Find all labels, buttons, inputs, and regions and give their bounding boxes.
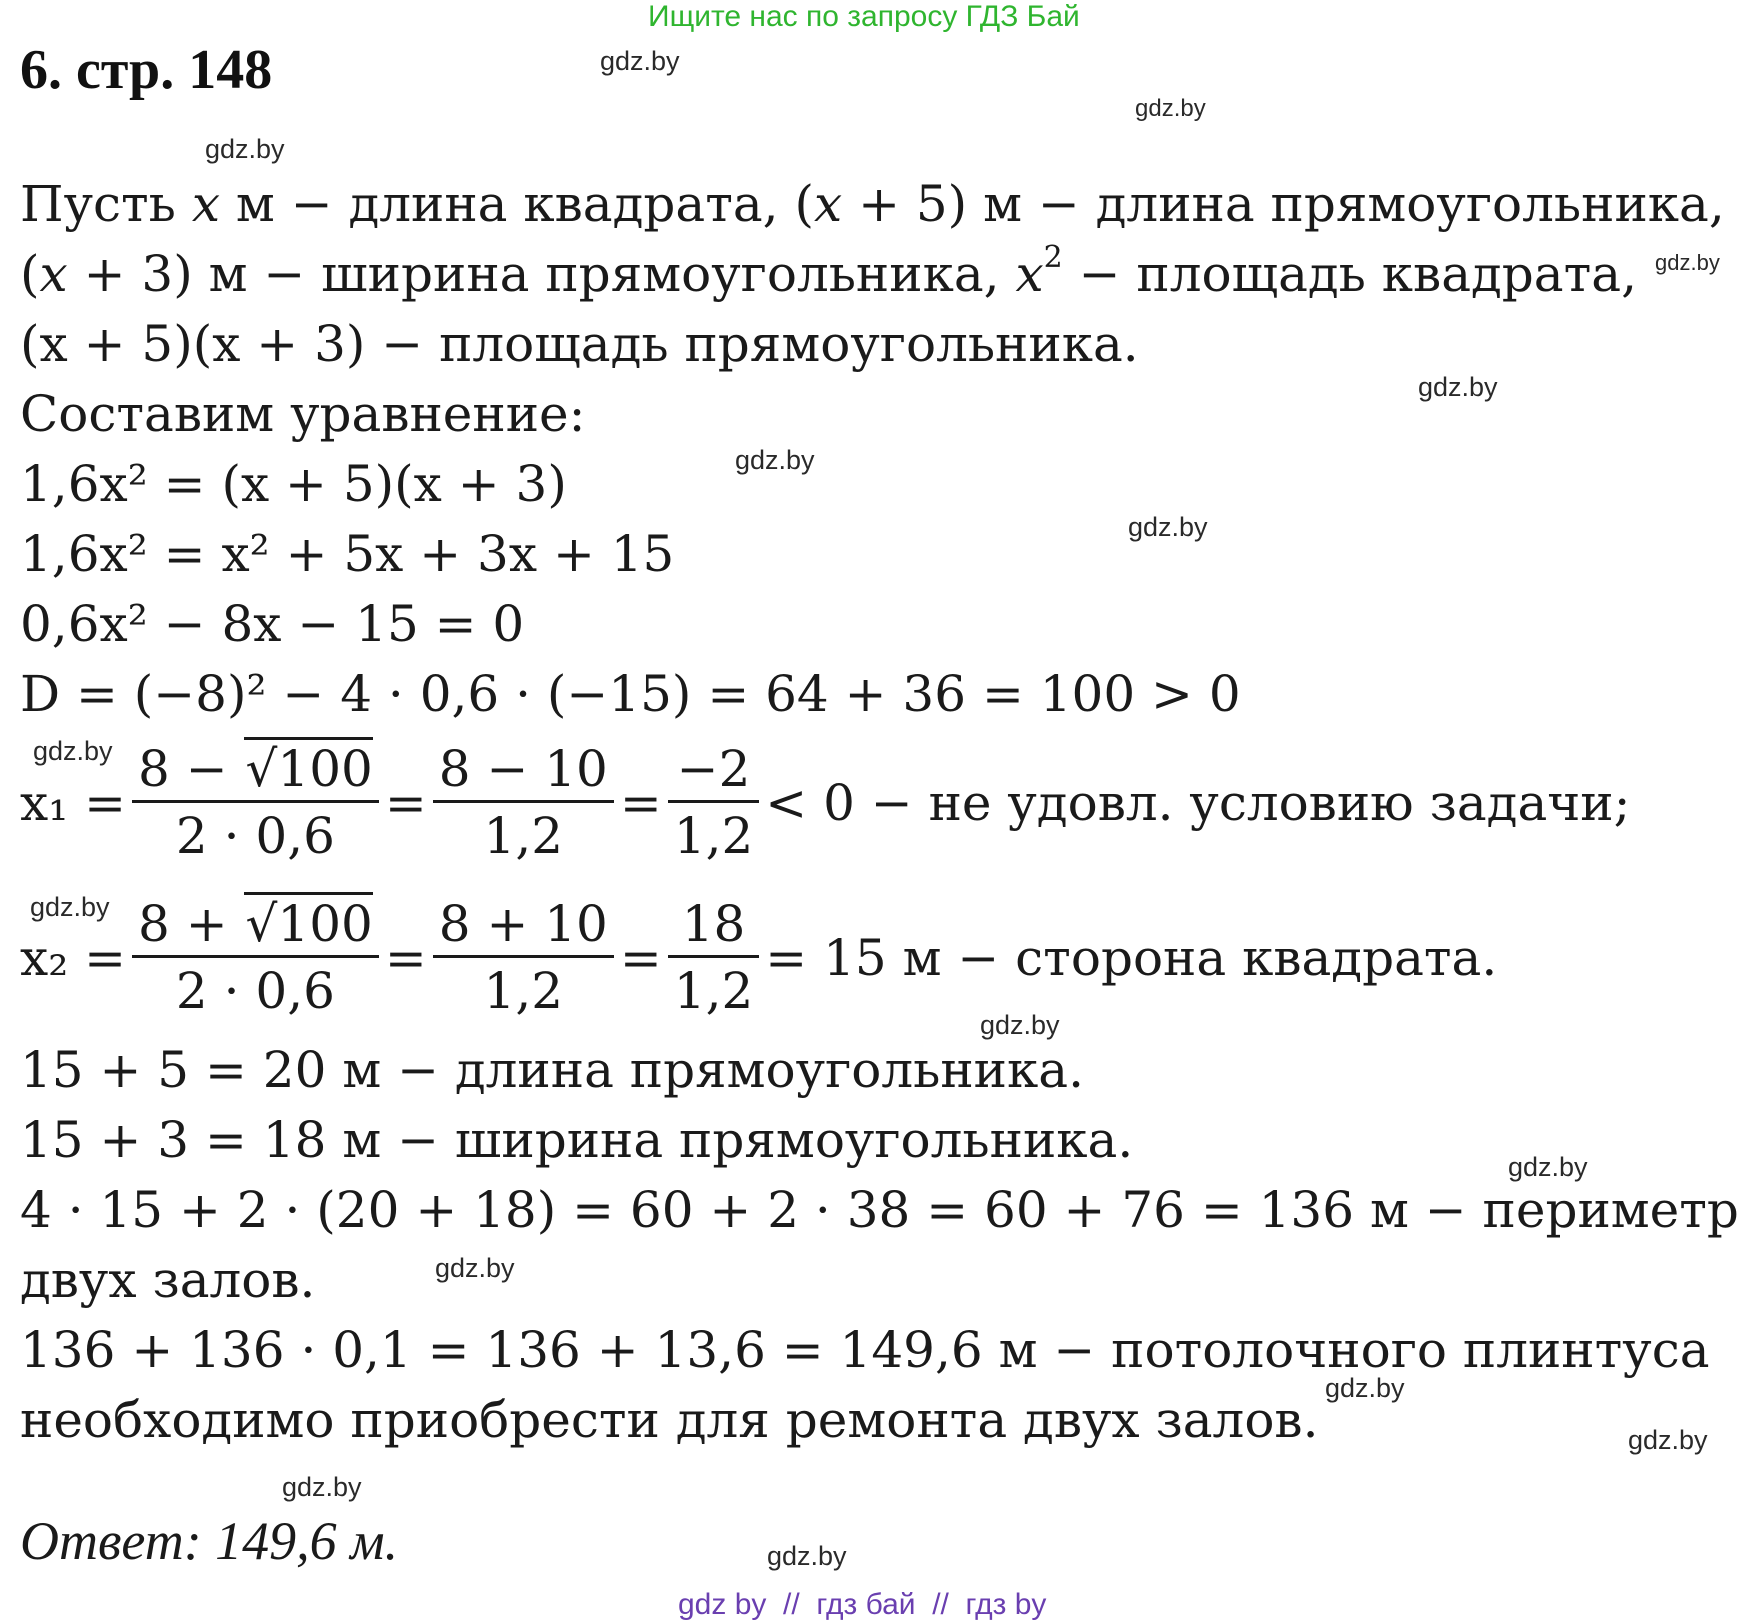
watermark: gdz.by — [205, 134, 285, 164]
solution-line-7: 4 · 15 + 2 · (20 + 18) = 60 + 2 · 38 = 60 + 76 = 136 м − периметр — [20, 1181, 1739, 1239]
solution-line-8: двух залов. — [20, 1251, 316, 1309]
watermark: gdz.by — [1325, 1373, 1405, 1403]
fraction: $\frac{18}{1,2}$ — [668, 895, 760, 1020]
watermark: gdz.by — [767, 1541, 847, 1571]
solution-line-1: Пусть x м − длина квадрата, (x + 5) м − длина прямоугольника, — [20, 175, 1725, 233]
root-x1-lhs: x₁ = — [20, 773, 127, 832]
solution-line-6: 15 + 3 = 18 м − ширина прямоугольника. — [20, 1111, 1134, 1169]
footer-links: gdz by // гдз бай // гдз by — [678, 1588, 1047, 1621]
solution-line-9: 136 + 136 · 0,1 = 136 + 13,6 = 149,6 м − потолочного плинтуса — [20, 1321, 1710, 1379]
root-x2-conclusion: = 15 м − сторона квадрата. — [765, 928, 1498, 987]
fraction: $\frac{8 + 10}{1,2}$ — [433, 895, 614, 1020]
fraction: $\frac{-2}{1,2}$ — [668, 740, 760, 865]
fraction: $\frac{8 - √100}{2 \cdot 0,6}$ — [132, 740, 379, 865]
root-x2-lhs: x₂ = — [20, 928, 127, 987]
root-x1-line: x₁ = $\frac{8 - √100}{2 \cdot 0,6}$ = $\frac{8 - 10}{1,2}$ = $\frac{-2}{1,2}$ < 0 − не удовл. условию задачи; — [20, 740, 1630, 865]
watermark: gdz.by — [735, 445, 815, 475]
watermark: gdz.by — [1418, 372, 1498, 402]
exercise-title: 6. стр. 148 — [20, 39, 273, 101]
solution-line-5: 15 + 5 = 20 м − длина прямоугольника. — [20, 1041, 1084, 1099]
root-x2-line: x₂ = $\frac{8 + √100}{2 \cdot 0,6}$ = $\frac{8 + 10}{1,2}$ = $\frac{18}{1,2}$ = 15 м − сторона квадрата. — [20, 895, 1497, 1020]
watermark: gdz.by — [33, 736, 113, 766]
fraction: $\frac{8 + √100}{2 \cdot 0,6}$ — [132, 895, 379, 1020]
solution-line-2: (x + 3) м − ширина прямоугольника, $x^2$ − площадь квадрата, — [20, 240, 1637, 303]
watermark: gdz.by — [30, 892, 110, 922]
equation-2: 1,6x² = x² + 5x + 3x + 15 — [20, 525, 675, 583]
root-x1-conclusion: < 0 − не удовл. условию задачи; — [765, 773, 1631, 832]
watermark: gdz.by — [1655, 250, 1720, 275]
equation-1: 1,6x² = (x + 5)(x + 3) — [20, 455, 567, 513]
fraction: $\frac{8 - 10}{1,2}$ — [433, 740, 614, 865]
watermark: gdz.by — [980, 1010, 1060, 1040]
watermark: gdz.by — [1508, 1152, 1588, 1182]
watermark: gdz.by — [1628, 1425, 1708, 1455]
discriminant-line: D = (−8)² − 4 · 0,6 · (−15) = 64 + 36 = 100 > 0 — [20, 665, 1241, 723]
watermark: gdz.by — [435, 1253, 515, 1283]
watermark: gdz.by — [1135, 95, 1206, 122]
watermark: gdz.by — [282, 1472, 362, 1502]
search-banner: Ищите нас по запросу ГДЗ Бай — [648, 0, 1080, 33]
watermark: gdz.by — [600, 46, 680, 76]
solution-line-10: необходимо приобрести для ремонта двух залов. — [20, 1391, 1319, 1449]
watermark: gdz.by — [1128, 512, 1208, 542]
solution-line-4: Составим уравнение: — [20, 385, 586, 443]
equation-3: 0,6x² − 8x − 15 = 0 — [20, 595, 525, 653]
answer: Ответ: 149,6 м. — [20, 1511, 399, 1571]
solution-line-3: (x + 5)(x + 3) − площадь прямоугольника. — [20, 315, 1139, 373]
